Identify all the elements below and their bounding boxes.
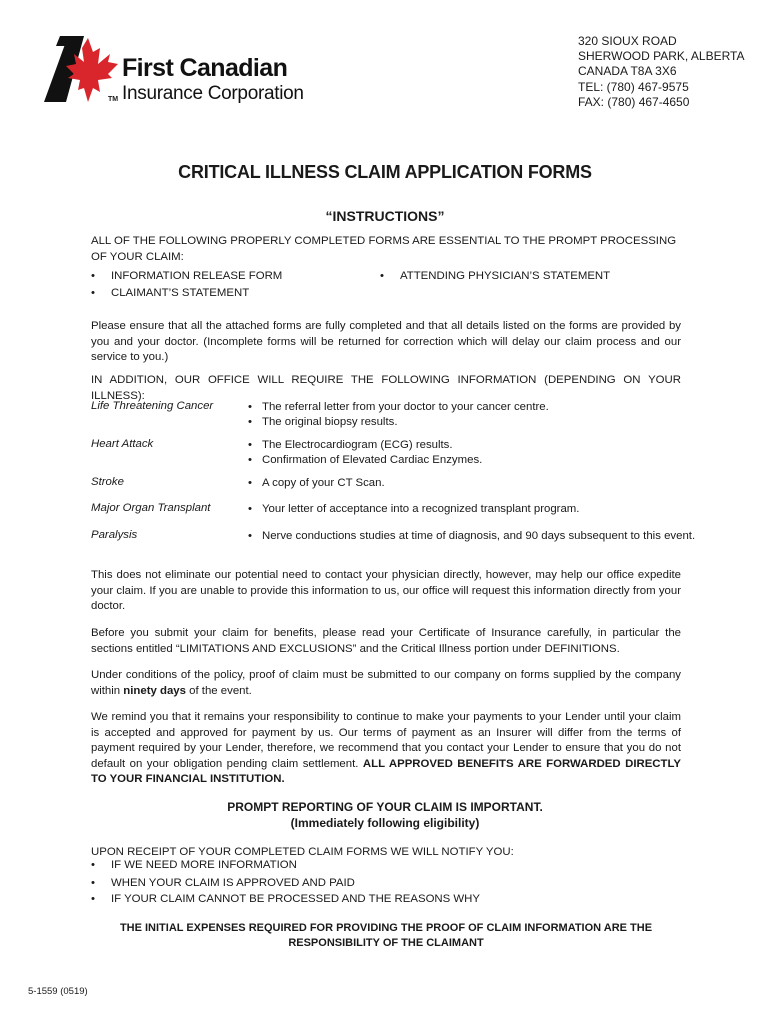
ensure-paragraph: Please ensure that all the attached forms are fully completed and that all details listed on the forms are provided by you and your doctor. (Incomplete forms will be returned for correction which will delay our claim process and our service to you.) — [91, 320, 681, 363]
conditions-paragraph: Under conditions of the policy, proof of claim must be submitted to our company on forms supplied by the company within ninety days of the event. — [91, 669, 681, 697]
form-number: 5-1559 (0519) — [28, 986, 88, 997]
prompt-reporting-subheading: (Immediately following eligibility) — [290, 816, 480, 830]
condition-requirement: • The referral letter from your doctor to your cancer centre. — [248, 401, 549, 413]
fax-line: FAX: (780) 467-4650 — [578, 94, 690, 109]
intro-text: ALL OF THE FOLLOWING PROPERLY COMPLETED FORMS ARE ESSENTIAL TO THE PROMPT PROCESSING OF YOUR CLAIM: — [91, 235, 677, 263]
addition-heading: IN ADDITION, OUR OFFICE WILL REQUIRE THE FOLLOWING INFORMATION (DEPENDING ON YOUR ILLNESS): — [91, 374, 681, 402]
address-line: 320 SIOUX ROAD — [578, 34, 677, 48]
company-address — [578, 34, 745, 110]
logo-subname: Insurance Corporation — [122, 83, 304, 104]
form-list-item: • ATTENDING PHYSICIAN’S STATEMENT — [380, 270, 611, 282]
notify-item: • WHEN YOUR CLAIM IS APPROVED AND PAID — [91, 877, 355, 889]
remind-paragraph: We remind you that it remains your responsibility to continue to make your payments to your Lender until your claim is accepted and approved for payment by us. Our terms of payment as an Insurer will differ from the terms of payment required by your Lender, therefore, we recommend that you contact your Lender to ensure that you do not default on your obligation pending claim settlement. ALL APPROVED BENEFITS ARE FORWARDED DIRECTLY TO YOUR FINANCIAL INSTITUTION. — [91, 711, 681, 785]
condition-requirement: • Your letter of acceptance into a recognized transplant program. — [248, 503, 580, 515]
notify-item: • IF WE NEED MORE INFORMATION — [91, 859, 297, 871]
form-list-item: • CLAIMANT’S STATEMENT — [91, 287, 250, 299]
condition-label: Paralysis — [91, 529, 138, 541]
address-line: SHERWOOD PARK, ALBERTA — [578, 49, 745, 64]
phone-line: TEL: (780) 467-9575 — [578, 79, 689, 94]
certificate-paragraph: Before you submit your claim for benefits, please read your Certificate of Insurance carefully, in particular the sections entitled “LIMITATIONS AND EXCLUSIONS” and the Critical Illness portion under DEFINITIONS. — [91, 627, 681, 655]
condition-label: Major Organ Transplant — [91, 502, 211, 514]
company-logo — [38, 30, 308, 110]
notify-item: • IF YOUR CLAIM CANNOT BE PROCESSED AND THE REASONS WHY — [91, 893, 480, 905]
condition-label: Heart Attack — [91, 438, 154, 450]
condition-requirement: • Nerve conductions studies at time of diagnosis, and 90 days subsequent to this event. — [248, 530, 696, 542]
condition-requirement: • The original biopsy results. — [248, 416, 398, 428]
physician-paragraph: This does not eliminate our potential need to contact your physician directly, however, may help our office expedite your claim. If you are unable to provide this information to us, our office will request this information directly from your doctor. — [91, 569, 681, 612]
condition-label: Life Threatening Cancer — [91, 400, 214, 412]
condition-requirement: • Confirmation of Elevated Cardiac Enzymes. — [248, 454, 483, 466]
address-line: CANADA T8A 3X6 — [578, 64, 677, 79]
page-subtitle: “INSTRUCTIONS” — [325, 208, 445, 224]
form-list-item: • INFORMATION RELEASE FORM — [91, 270, 283, 282]
condition-requirement: • A copy of your CT Scan. — [248, 477, 385, 489]
prompt-reporting-heading: PROMPT REPORTING OF YOUR CLAIM IS IMPORTANT. — [227, 800, 543, 814]
logo-name: First Canadian — [122, 54, 288, 82]
condition-label: Stroke — [91, 476, 124, 488]
page-title: CRITICAL ILLNESS CLAIM APPLICATION FORMS — [178, 162, 592, 182]
condition-requirement: • The Electrocardiogram (ECG) results. — [248, 439, 453, 451]
notify-intro: UPON RECEIPT OF YOUR COMPLETED CLAIM FORMS WE WILL NOTIFY YOU: — [91, 846, 514, 858]
expense-notice: THE INITIAL EXPENSES REQUIRED FOR PROVIDING THE PROOF OF CLAIM INFORMATION ARE THE RESPONSIBILITY OF THE CLAIMANT — [119, 922, 653, 949]
trademark-mark: TM — [108, 96, 119, 103]
